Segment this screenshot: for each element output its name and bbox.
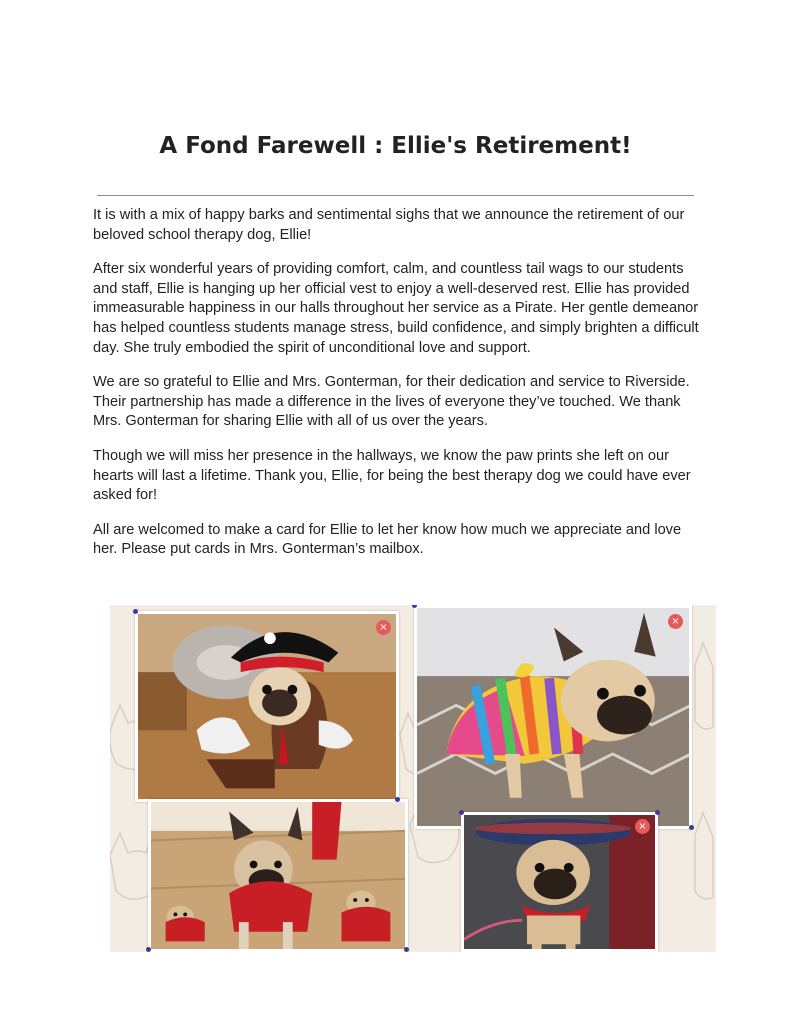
resize-handle[interactable]	[459, 810, 464, 815]
paragraph-intro: It is with a mix of happy barks and sentimental sighs that we announce the retirement of our beloved school therapy dog, Ellie!	[93, 207, 685, 243]
photo-collage	[110, 605, 716, 952]
resize-handle[interactable]	[133, 609, 138, 614]
dog-in-rainbow-dress-icon	[417, 608, 689, 826]
close-icon[interactable]: ×	[376, 620, 391, 635]
red-jersey-photo[interactable]	[148, 799, 408, 952]
paragraph-farewell: Though we will miss her presence in the hallways, we know the paw prints she left on our hearts will last a lifetime. Thank you, Ellie, for being the best therapy dog we could have ever asked for!	[93, 447, 691, 504]
page-title: A Fond Farewell : Ellie's Retirement!	[159, 133, 632, 159]
resize-handle[interactable]	[655, 810, 660, 815]
pirate-costume-photo[interactable]	[135, 611, 399, 802]
paragraph-gratitude: We are so grateful to Ellie and Mrs. Gonterman, for their dedication and service to Riverside. Their partnership has made a difference in the lives of everyone they’ve touched. We thank Mrs. Gonterman for sharing Ellie with all of us over the years.	[93, 374, 690, 430]
paragraph-cards: All are welcomed to make a card for Ellie to let her know how much we appreciate and love her. Please put cards in Mrs. Gonterman’s mailbox.	[93, 521, 682, 558]
resize-handle[interactable]	[404, 947, 409, 952]
close-icon[interactable]: ×	[668, 614, 683, 629]
dogs-in-red-jerseys-icon	[151, 802, 405, 949]
rainbow-dress-photo[interactable]	[414, 605, 692, 829]
announcement-body	[93, 206, 703, 575]
resize-handle[interactable]	[146, 947, 151, 952]
dog-in-pirate-hat-icon	[138, 614, 396, 799]
title-divider	[97, 195, 694, 196]
resize-handle[interactable]	[395, 797, 400, 802]
sombrero-photo[interactable]	[461, 812, 658, 952]
paragraph-service: After six wonderful years of providing comfort, calm, and countless tail wags to our students and staff, Ellie is hanging up her official vest to enjoy a well-deserved rest. Ellie has provided immeasurable happiness in our halls throughout her service as a Pirate. Her gentle demeanor has helped countless students manage stress, build confidence, and simply brighten a difficult day. She truly embodied the spirit of unconditional love and support.	[93, 261, 699, 356]
close-icon[interactable]: ×	[635, 819, 650, 834]
resize-handle[interactable]	[689, 825, 694, 830]
dog-in-sombrero-icon	[464, 815, 655, 949]
